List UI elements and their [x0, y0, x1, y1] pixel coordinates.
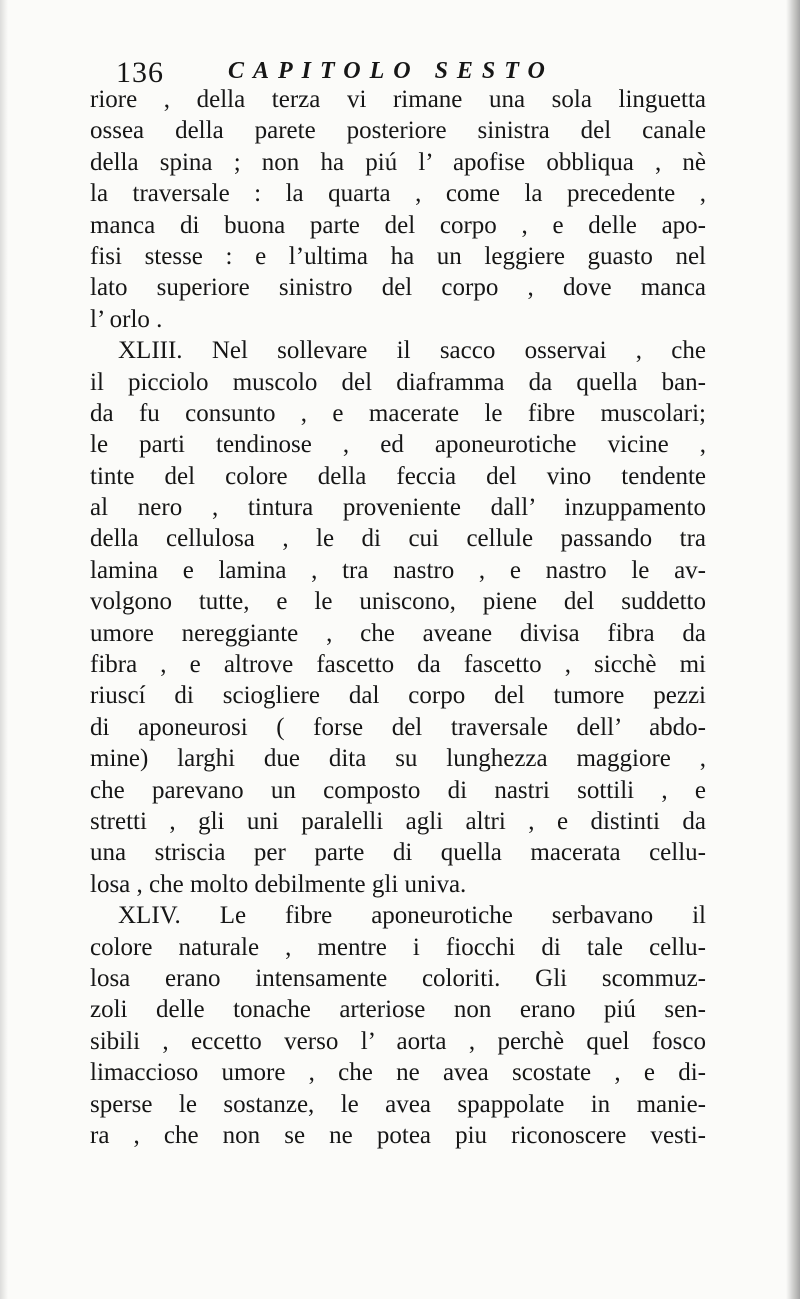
text-line: fibra , e altrove fascetto da fascetto , sicchè mi — [90, 651, 706, 679]
page-number: 136 — [116, 56, 164, 89]
text-line: la traversale : la quarta , come la precedente , — [90, 180, 706, 208]
text-line: le parti tendinose , ed aponeurotiche vicine , — [90, 431, 706, 459]
page-edge-shadow-left — [0, 0, 8, 1299]
section-heading-line: XLIV. Le fibre aponeurotiche serbavano il — [118, 902, 706, 930]
body-text — [90, 84, 706, 1151]
text-line: da fu consunto , e macerate le fibre muscolari; — [90, 399, 706, 427]
section-heading-line: XLIII. Nel sollevare il sacco osservai , che — [118, 337, 706, 365]
text-line: tinte del colore della feccia del vino tendente — [90, 462, 706, 490]
text-line: ra , che non se ne potea piu riconoscere vesti- — [90, 1121, 706, 1149]
text-line: fisi stesse : e l’ultima ha un leggiere guasto nel — [90, 242, 706, 270]
text-line: manca di buona parte del corpo , e delle apo- — [90, 211, 706, 239]
text-line: colore naturale , mentre i fiocchi di tale cellu- — [90, 933, 706, 961]
text-line: losa , che molto debilmente gli univa. — [90, 870, 467, 898]
text-line: stretti , gli uni paralelli agli altri , e distinti da — [90, 807, 706, 835]
text-line: losa erano intensamente coloriti. Gli scommuz- — [90, 964, 706, 992]
text-line: sperse le sostanze, le avea spappolate in manie- — [90, 1090, 706, 1118]
text-line: della spina ; non ha piú l’ apofise obbliqua , nè — [90, 148, 706, 176]
text-line: zoli delle tonache arteriose non erano piú sen- — [90, 996, 706, 1024]
text-line: riuscí di sciogliere dal corpo del tumore pezzi — [90, 682, 706, 710]
text-line: sibili , eccetto verso l’ aorta , perchè quel fosco — [90, 1027, 706, 1055]
text-line: il picciolo muscolo del diaframma da quella ban- — [90, 368, 706, 396]
text-line: ossea della parete posteriore sinistra del canale — [90, 117, 706, 145]
text-line: l’ orlo . — [90, 305, 163, 333]
text-line: riore , della terza vi rimane una sola linguetta — [90, 86, 706, 113]
page-edge-shadow-right — [786, 0, 800, 1299]
text-line: umore nereggiante , che aveane divisa fibra da — [90, 619, 706, 647]
text-line: lamina e lamina , tra nastro , e nastro le av- — [90, 556, 706, 584]
text-line: limaccioso umore , che ne avea scostate , e di- — [90, 1059, 706, 1087]
chapter-title: CAPITOLO SESTO — [228, 58, 554, 84]
text-line: della cellulosa , le di cui cellule passando tra — [90, 525, 706, 553]
text-line: che parevano un composto di nastri sottili , e — [90, 776, 706, 804]
text-line: mine) larghi due dita su lunghezza maggiore , — [90, 745, 706, 773]
text-line: lato superiore sinistro del corpo , dove manca — [90, 274, 706, 302]
text-line: volgono tutte, e le uniscono, piene del suddetto — [90, 588, 706, 616]
text-line: al nero , tintura proveniente dall’ inzuppamento — [90, 494, 706, 522]
text-line: di aponeurosi ( forse del traversale dell’ abdo- — [90, 713, 706, 741]
text-line: una striscia per parte di quella macerata cellu- — [90, 839, 706, 867]
